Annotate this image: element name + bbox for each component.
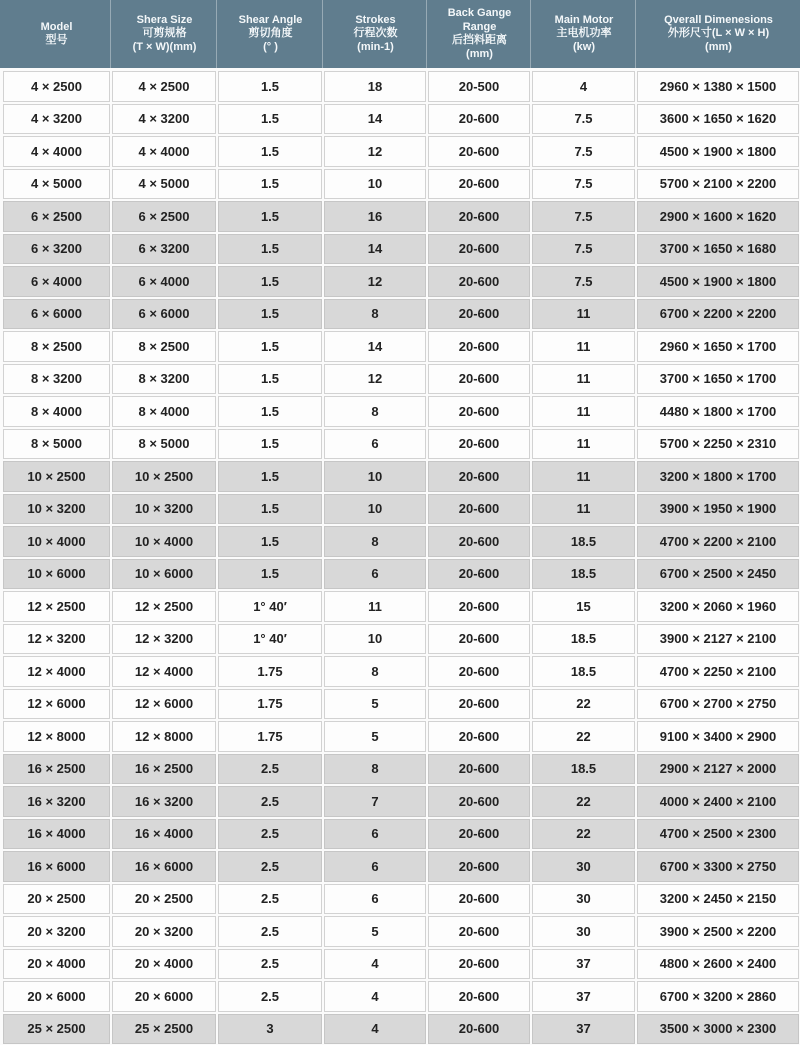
table-cell: 6 — [324, 851, 426, 882]
table-row — [3, 1014, 800, 1045]
table-cell: 6 × 3200 — [112, 234, 216, 265]
table-cell: 6700 × 3200 × 2860 — [637, 981, 799, 1012]
table-cell: 16 × 6000 — [3, 851, 110, 882]
column-header-line: Shera Size — [136, 13, 193, 26]
table-cell: 20-600 — [428, 689, 530, 720]
table-cell: 20-600 — [428, 786, 530, 817]
table-cell: 20-600 — [428, 461, 530, 492]
table-cell: 30 — [532, 916, 635, 947]
table-cell: 1.5 — [218, 201, 322, 232]
column-header-line: Main Motor — [554, 13, 614, 26]
table-cell: 2960 × 1650 × 1700 — [637, 331, 799, 362]
table-cell: 1° 40′ — [218, 591, 322, 622]
column-header-line: Back Gange — [447, 7, 512, 19]
table-cell: 16 × 6000 — [112, 851, 216, 882]
table-cell: 15 — [532, 591, 635, 622]
column-header-line: 行程次数 — [353, 27, 398, 40]
table-cell: 20-600 — [428, 136, 530, 167]
table-cell: 5 — [324, 689, 426, 720]
table-cell: 2.5 — [218, 884, 322, 915]
table-cell: 12 × 8000 — [3, 721, 110, 752]
table-row — [3, 299, 800, 330]
table-cell: 12 × 6000 — [112, 689, 216, 720]
table-cell: 3900 × 2127 × 2100 — [637, 624, 799, 655]
table-cell: 10 × 4000 — [112, 526, 216, 557]
table-row — [3, 656, 800, 687]
table-cell: 10 × 3200 — [112, 494, 216, 525]
table-cell: 3700 × 1650 × 1700 — [637, 364, 799, 395]
table-cell: 20-600 — [428, 299, 530, 330]
table-cell: 11 — [532, 429, 635, 460]
table-row — [3, 721, 800, 752]
table-cell: 37 — [532, 949, 635, 980]
column-header-angle — [216, 0, 322, 68]
table-cell: 2.5 — [218, 949, 322, 980]
table-cell: 1.5 — [218, 169, 322, 200]
table-row — [3, 949, 800, 980]
table-cell: 16 × 3200 — [3, 786, 110, 817]
table-cell: 16 × 4000 — [3, 819, 110, 850]
table-cell: 8 — [324, 396, 426, 427]
table-cell: 18.5 — [532, 754, 635, 785]
table-row — [3, 689, 800, 720]
table-cell: 6 × 2500 — [112, 201, 216, 232]
table-cell: 2.5 — [218, 819, 322, 850]
table-cell: 20-600 — [428, 429, 530, 460]
table-cell: 20 × 6000 — [3, 981, 110, 1012]
table-cell: 3900 × 1950 × 1900 — [637, 494, 799, 525]
table-cell: 2.5 — [218, 851, 322, 882]
table-cell: 3200 × 2450 × 2150 — [637, 884, 799, 915]
table-cell: 8 × 2500 — [3, 331, 110, 362]
table-cell: 4 — [324, 1014, 426, 1045]
column-header-shear_size — [110, 0, 216, 68]
table-cell: 22 — [532, 819, 635, 850]
table-cell: 12 × 3200 — [112, 624, 216, 655]
table-cell: 4500 × 1900 × 1800 — [637, 136, 799, 167]
table-cell: 22 — [532, 689, 635, 720]
table-cell: 4 × 2500 — [112, 71, 216, 102]
column-header-line: 主电机功率 — [556, 27, 612, 40]
table-cell: 5700 × 2250 × 2310 — [637, 429, 799, 460]
table-cell: 1.5 — [218, 234, 322, 265]
table-cell: 10 × 2500 — [112, 461, 216, 492]
table-cell: 10 — [324, 624, 426, 655]
table-cell: 6 × 2500 — [3, 201, 110, 232]
table-cell: 20-600 — [428, 721, 530, 752]
table-cell: 20-600 — [428, 201, 530, 232]
table-cell: 6700 × 3300 × 2750 — [637, 851, 799, 882]
table-cell: 20 × 3200 — [112, 916, 216, 947]
table-cell: 11 — [532, 461, 635, 492]
column-header-line: Strokes — [355, 13, 396, 26]
table-cell: 4480 × 1800 × 1700 — [637, 396, 799, 427]
table-cell: 16 × 3200 — [112, 786, 216, 817]
table-cell: 20-600 — [428, 884, 530, 915]
table-cell: 8 × 4000 — [112, 396, 216, 427]
table-cell: 7.5 — [532, 234, 635, 265]
table-cell: 1.5 — [218, 331, 322, 362]
table-cell: 10 × 3200 — [3, 494, 110, 525]
table-cell: 25 × 2500 — [3, 1014, 110, 1045]
table-cell: 12 × 2500 — [112, 591, 216, 622]
table-cell: 1° 40′ — [218, 624, 322, 655]
table-cell: 11 — [532, 299, 635, 330]
column-header-dimensions — [635, 0, 799, 68]
column-header-back_gauge — [426, 0, 530, 68]
table-row — [3, 71, 800, 102]
table-cell: 20-600 — [428, 819, 530, 850]
table-cell: 1.5 — [218, 364, 322, 395]
table-cell: 20-600 — [428, 331, 530, 362]
table-cell: 12 — [324, 266, 426, 297]
table-cell: 10 × 2500 — [3, 461, 110, 492]
table-cell: 2.5 — [218, 981, 322, 1012]
column-header-line: Model — [40, 20, 73, 33]
table-cell: 10 × 6000 — [112, 559, 216, 590]
table-cell: 1.5 — [218, 396, 322, 427]
table-cell: 8 × 4000 — [3, 396, 110, 427]
table-body — [0, 68, 800, 1044]
table-row — [3, 884, 800, 915]
table-cell: 22 — [532, 721, 635, 752]
table-cell: 20-600 — [428, 396, 530, 427]
table-cell: 4800 × 2600 × 2400 — [637, 949, 799, 980]
table-cell: 1.5 — [218, 104, 322, 135]
table-cell: 12 — [324, 364, 426, 395]
table-cell: 12 × 4000 — [112, 656, 216, 687]
table-row — [3, 851, 800, 882]
table-cell: 9100 × 3400 × 2900 — [637, 721, 799, 752]
table-row — [3, 819, 800, 850]
table-cell: 12 × 3200 — [3, 624, 110, 655]
table-cell: 16 × 2500 — [112, 754, 216, 785]
table-cell: 8 × 2500 — [112, 331, 216, 362]
table-cell: 20 × 3200 — [3, 916, 110, 947]
table-row — [3, 169, 800, 200]
column-header-line: 后挡料距离 — [452, 34, 507, 46]
table-row — [3, 981, 800, 1012]
table-cell: 6 × 4000 — [112, 266, 216, 297]
table-cell: 4 × 3200 — [3, 104, 110, 135]
table-cell: 5 — [324, 721, 426, 752]
table-cell: 3700 × 1650 × 1680 — [637, 234, 799, 265]
table-cell: 16 × 2500 — [3, 754, 110, 785]
table-row — [3, 461, 800, 492]
table-row — [3, 104, 800, 135]
table-cell: 4700 × 2250 × 2100 — [637, 656, 799, 687]
table-row — [3, 624, 800, 655]
table-cell: 6 — [324, 819, 426, 850]
column-header-line: (kw) — [573, 40, 595, 53]
table-cell: 10 × 6000 — [3, 559, 110, 590]
table-cell: 1.5 — [218, 266, 322, 297]
table-row — [3, 591, 800, 622]
table-cell: 10 — [324, 461, 426, 492]
table-cell: 1.75 — [218, 721, 322, 752]
column-header-line: 外形尺寸(L × W × H) — [667, 27, 770, 40]
table-cell: 7.5 — [532, 136, 635, 167]
table-cell: 4 × 5000 — [3, 169, 110, 200]
table-cell: 8 × 5000 — [3, 429, 110, 460]
table-row — [3, 136, 800, 167]
table-row — [3, 916, 800, 947]
table-cell: 22 — [532, 786, 635, 817]
table-cell: 4 — [324, 981, 426, 1012]
table-cell: 11 — [532, 396, 635, 427]
table-row — [3, 331, 800, 362]
table-cell: 4000 × 2400 × 2100 — [637, 786, 799, 817]
table-cell: 20-600 — [428, 591, 530, 622]
table-cell: 20-600 — [428, 851, 530, 882]
table-row — [3, 266, 800, 297]
table-cell: 8 — [324, 656, 426, 687]
table-cell: 20 × 4000 — [112, 949, 216, 980]
table-cell: 12 × 2500 — [3, 591, 110, 622]
table-cell: 14 — [324, 331, 426, 362]
table-cell: 12 × 8000 — [112, 721, 216, 752]
table-cell: 2.5 — [218, 916, 322, 947]
table-cell: 8 — [324, 526, 426, 557]
table-row — [3, 786, 800, 817]
table-row — [3, 754, 800, 785]
table-cell: 20-600 — [428, 981, 530, 1012]
table-row — [3, 559, 800, 590]
table-cell: 7.5 — [532, 266, 635, 297]
column-header-line: Range — [462, 20, 497, 33]
column-header-motor — [530, 0, 635, 68]
table-cell: 37 — [532, 1014, 635, 1045]
table-cell: 20-600 — [428, 169, 530, 200]
table-cell: 18.5 — [532, 526, 635, 557]
table-row — [3, 429, 800, 460]
table-cell: 3200 × 2060 × 1960 — [637, 591, 799, 622]
table-cell: 16 — [324, 201, 426, 232]
column-header-line: Qverall Dimenesions — [664, 13, 773, 26]
table-cell: 4 × 4000 — [112, 136, 216, 167]
table-cell: 2900 × 2127 × 2000 — [637, 754, 799, 785]
table-cell: 20-600 — [428, 526, 530, 557]
table-cell: 8 × 3200 — [3, 364, 110, 395]
table-cell: 8 × 3200 — [112, 364, 216, 395]
table-cell: 8 × 5000 — [112, 429, 216, 460]
table-cell: 6 — [324, 559, 426, 590]
table-cell: 20 × 6000 — [112, 981, 216, 1012]
table-cell: 3600 × 1650 × 1620 — [637, 104, 799, 135]
table-cell: 10 × 4000 — [3, 526, 110, 557]
table-cell: 30 — [532, 884, 635, 915]
table-cell: 11 — [532, 364, 635, 395]
table-cell: 4 × 4000 — [3, 136, 110, 167]
table-cell: 5700 × 2100 × 2200 — [637, 169, 799, 200]
table-cell: 6700 × 2700 × 2750 — [637, 689, 799, 720]
table-cell: 2900 × 1600 × 1620 — [637, 201, 799, 232]
table-cell: 12 × 4000 — [3, 656, 110, 687]
table-cell: 6700 × 2200 × 2200 — [637, 299, 799, 330]
table-cell: 30 — [532, 851, 635, 882]
column-header-line: (T × W)(mm) — [132, 40, 197, 53]
table-cell: 3200 × 1800 × 1700 — [637, 461, 799, 492]
table-cell: 1.75 — [218, 656, 322, 687]
table-cell: 4700 × 2200 × 2100 — [637, 526, 799, 557]
table-cell: 3900 × 2500 × 2200 — [637, 916, 799, 947]
table-cell: 20-600 — [428, 949, 530, 980]
table-cell: 1.5 — [218, 136, 322, 167]
table-cell: 2960 × 1380 × 1500 — [637, 71, 799, 102]
table-cell: 25 × 2500 — [112, 1014, 216, 1045]
table-cell: 11 — [532, 331, 635, 362]
table-cell: 7.5 — [532, 201, 635, 232]
table-cell: 20-600 — [428, 234, 530, 265]
table-cell: 16 × 4000 — [112, 819, 216, 850]
table-row — [3, 234, 800, 265]
column-header-line: (min-1) — [357, 40, 394, 53]
table-cell: 7.5 — [532, 169, 635, 200]
column-header-line: (mm) — [705, 40, 732, 53]
table-cell: 4 × 2500 — [3, 71, 110, 102]
table-cell: 1.5 — [218, 461, 322, 492]
table-cell: 4 — [324, 949, 426, 980]
table-row — [3, 396, 800, 427]
table-cell: 20 × 2500 — [112, 884, 216, 915]
table-cell: 4 × 3200 — [112, 104, 216, 135]
table-cell: 1.5 — [218, 429, 322, 460]
table-cell: 10 — [324, 494, 426, 525]
table-cell: 18.5 — [532, 624, 635, 655]
table-cell: 7 — [324, 786, 426, 817]
table-cell: 10 — [324, 169, 426, 200]
column-header-line: (° ) — [263, 40, 278, 53]
table-cell: 20-600 — [428, 916, 530, 947]
table-cell: 4 — [532, 71, 635, 102]
table-cell: 1.5 — [218, 494, 322, 525]
table-cell: 14 — [324, 104, 426, 135]
table-cell: 20-600 — [428, 559, 530, 590]
table-cell: 18.5 — [532, 656, 635, 687]
table-header — [0, 0, 800, 68]
table-cell: 12 — [324, 136, 426, 167]
table-cell: 3 — [218, 1014, 322, 1045]
table-cell: 6 × 6000 — [112, 299, 216, 330]
table-cell: 3500 × 3000 × 2300 — [637, 1014, 799, 1045]
table-cell: 1.75 — [218, 689, 322, 720]
table-cell: 8 — [324, 299, 426, 330]
table-cell: 18 — [324, 71, 426, 102]
table-cell: 1.5 — [218, 71, 322, 102]
table-cell: 1.5 — [218, 559, 322, 590]
table-cell: 6 — [324, 429, 426, 460]
table-cell: 20 × 4000 — [3, 949, 110, 980]
table-cell: 18.5 — [532, 559, 635, 590]
table-cell: 20-600 — [428, 104, 530, 135]
table-cell: 4 × 5000 — [112, 169, 216, 200]
table-cell: 20-600 — [428, 624, 530, 655]
table-cell: 8 — [324, 754, 426, 785]
column-header-line: Shear Angle — [238, 13, 303, 26]
table-cell: 6 — [324, 884, 426, 915]
column-header-line: 剪切角度 — [248, 27, 293, 40]
table-cell: 2.5 — [218, 786, 322, 817]
table-cell: 4500 × 1900 × 1800 — [637, 266, 799, 297]
table-cell: 12 × 6000 — [3, 689, 110, 720]
table-cell: 14 — [324, 234, 426, 265]
column-header-model — [3, 0, 110, 68]
table-cell: 20-600 — [428, 1014, 530, 1045]
table-cell: 6 × 3200 — [3, 234, 110, 265]
table-row — [3, 494, 800, 525]
table-cell: 5 — [324, 916, 426, 947]
table-cell: 37 — [532, 981, 635, 1012]
column-header-line: 可剪规格 — [142, 27, 187, 40]
table-cell: 7.5 — [532, 104, 635, 135]
table-cell: 6 × 4000 — [3, 266, 110, 297]
table-row — [3, 526, 800, 557]
column-header-line: 型号 — [45, 34, 68, 46]
table-cell: 1.5 — [218, 526, 322, 557]
table-cell: 20-600 — [428, 266, 530, 297]
table-cell: 20-600 — [428, 754, 530, 785]
table-row — [3, 201, 800, 232]
table-cell: 11 — [532, 494, 635, 525]
table-cell: 2.5 — [218, 754, 322, 785]
table-cell: 20-600 — [428, 656, 530, 687]
column-header-strokes — [322, 0, 426, 68]
table-cell: 20 × 2500 — [3, 884, 110, 915]
table-cell: 20-600 — [428, 364, 530, 395]
table-cell: 11 — [324, 591, 426, 622]
table-cell: 20-500 — [428, 71, 530, 102]
column-header-line: (mm) — [466, 47, 493, 60]
table-cell: 6700 × 2500 × 2450 — [637, 559, 799, 590]
table-cell: 20-600 — [428, 494, 530, 525]
table-cell: 6 × 6000 — [3, 299, 110, 330]
table-cell: 4700 × 2500 × 2300 — [637, 819, 799, 850]
table-row — [3, 364, 800, 395]
table-cell: 1.5 — [218, 299, 322, 330]
